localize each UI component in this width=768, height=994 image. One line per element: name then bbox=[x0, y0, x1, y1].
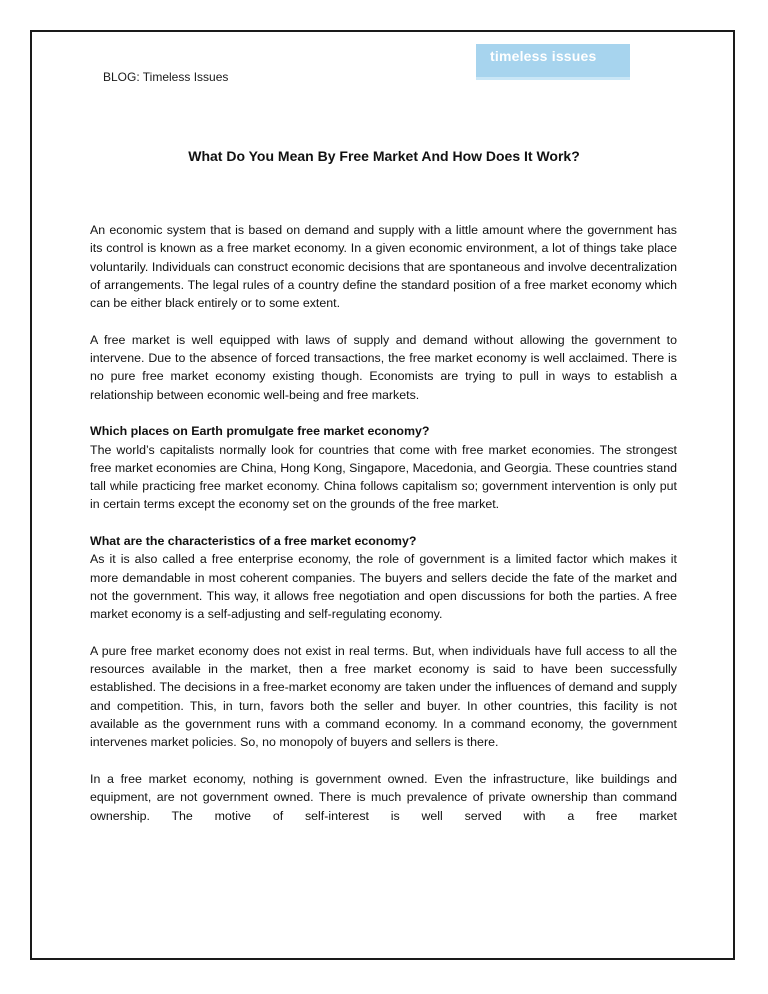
ownership-paragraph: In a free market economy, nothing is government owned. Even the infrastructure, like buildings and equipment, are not government owned. There is much prevalence of private ownership than command ownership. The motive of self-interest is well served with a free market bbox=[90, 771, 677, 823]
logo-underline bbox=[476, 77, 630, 80]
pure-free-market-paragraph: A pure free market economy does not exist in real terms. But, when individuals have full access to all the resources available in the market, then a free market economy is said to have been successfully established. The decisions in a free-market economy are taken under the influences of demand and supply and competition. This, in turn, favors both the seller and buyer. In other countries, this facility is not available as the government runs with a command economy. In a command economy, the government intervenes market policies. So, no monopoly of buyers and sellers is there. bbox=[90, 643, 677, 750]
blog-label: BLOG: Timeless Issues bbox=[103, 70, 229, 84]
timeless-issues-logo bbox=[476, 44, 630, 80]
section-heading-places: Which places on Earth promulgate free market economy? bbox=[90, 424, 430, 439]
section-text-places: The world’s capitalists normally look for countries that come with free market economies. The strongest free market economies are China, Hong Kong, Singapore, Macedonia, and Georgia. These countries stand tall while practicing free market economy. China follows capitalism so; government intervention is only put in certain terms except the economy set on the grounds of the free market. bbox=[90, 442, 677, 512]
section-heading-characteristics: What are the characteristics of a free market economy? bbox=[90, 534, 417, 549]
section-text-characteristics: As it is also called a free enterprise economy, the role of government is a limited factor which makes it more demandable in most coherent companies. The buyers and sellers decide the fate of the market and not the government. This way, it allows free negotiation and open discussions for both the parties. A free market economy is a self-adjusting and self-regulating economy. bbox=[90, 552, 677, 622]
logo-text: timeless issues bbox=[490, 48, 597, 64]
article-body bbox=[90, 221, 677, 825]
free-market-paragraph: A free market is well equipped with laws of supply and demand without allowing the government to intervene. Due to the absence of forced transactions, the free market economy is well acclaimed. There is no pure free market economy existing though. Economists are trying to pull in ways to establish a relationship between economic well-being and free markets. bbox=[90, 332, 677, 402]
intro-paragraph: An economic system that is based on demand and supply with a little amount where the government has its control is known as a free market economy. In a given economic environment, a lot of things take place voluntarily. Individuals can construct economic decisions that are spontaneous and involve decentralization of arrangements. The legal rules of a country define the standard position of a free market economy which can be either black entirely or to some extent. bbox=[90, 223, 677, 311]
page-title: What Do You Mean By Free Market And How Does It Work? bbox=[188, 148, 580, 164]
